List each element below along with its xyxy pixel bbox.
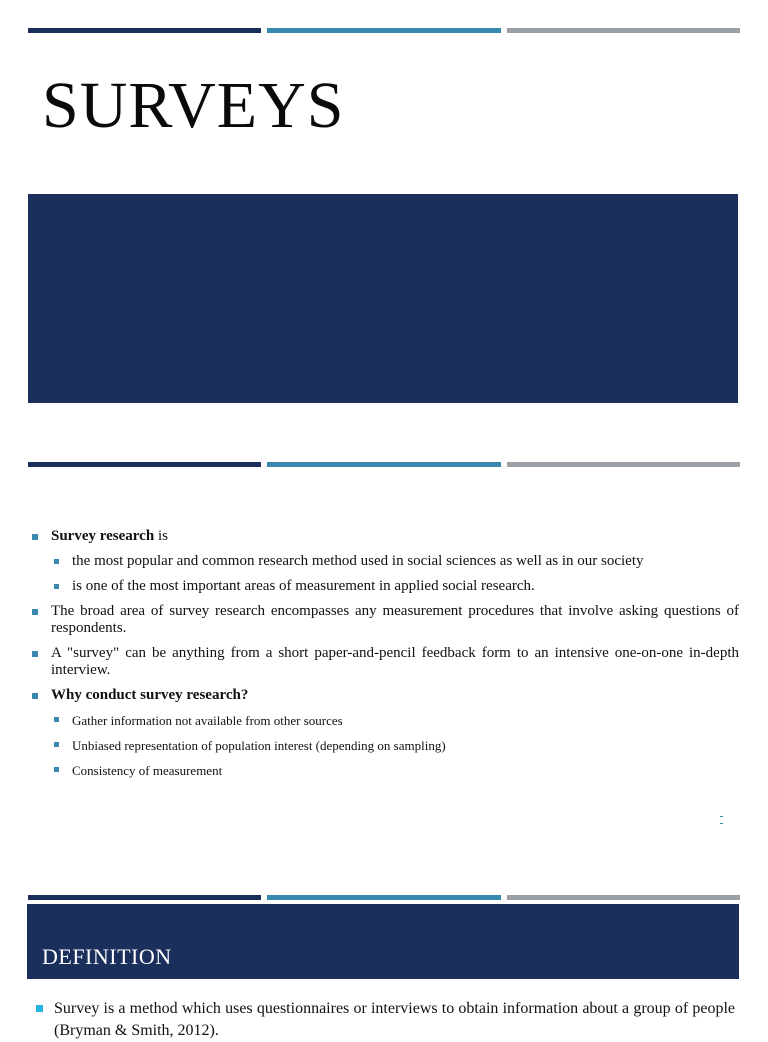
rule-segment-blue bbox=[267, 28, 500, 33]
rule-segment-blue bbox=[267, 895, 500, 900]
section-accent-rule bbox=[28, 462, 740, 467]
rule-segment-navy bbox=[28, 462, 261, 467]
list-item bbox=[32, 603, 739, 637]
bullet-text: is one of the most important areas of measurement in applied social research. bbox=[72, 578, 535, 594]
bullet-text: Unbiased representation of population interest (depending on sampling) bbox=[72, 738, 446, 753]
bullet-square-icon bbox=[32, 651, 38, 657]
bullet-text: is bbox=[154, 528, 168, 544]
slide-title: SURVEYS bbox=[42, 69, 345, 142]
decorative-mark bbox=[720, 816, 723, 824]
rule-segment-gray bbox=[507, 895, 740, 900]
list-item bbox=[32, 645, 739, 679]
list-item bbox=[54, 762, 739, 779]
list-item bbox=[54, 553, 739, 570]
list-item bbox=[36, 998, 735, 1042]
rule-segment-blue bbox=[267, 462, 500, 467]
list-item bbox=[54, 737, 739, 754]
bullet-text: Consistency of measurement bbox=[72, 763, 223, 778]
bullet-square-icon bbox=[32, 609, 38, 615]
definition-title-band bbox=[27, 904, 739, 979]
definition-accent-rule bbox=[28, 895, 740, 900]
bullet-square-icon bbox=[54, 559, 59, 564]
bullet-text: the most popular and common research method used in social sciences as well as in our society bbox=[72, 553, 644, 569]
bullet-bold-text: Survey research bbox=[51, 528, 155, 544]
bullet-square-icon bbox=[54, 742, 59, 747]
bullet-square-icon bbox=[36, 1005, 43, 1012]
top-accent-rule bbox=[28, 28, 740, 33]
bullet-text: A "survey" can be anything from a short paper-and-pencil feedback form to an intensive one-on-one in-depth interview. bbox=[51, 645, 739, 678]
definition-title: DEFINITION bbox=[42, 944, 172, 969]
list-item bbox=[32, 528, 739, 545]
bullet-bold-text: Why conduct survey research? bbox=[51, 687, 249, 703]
bullet-text: The broad area of survey research encompasses any measurement procedures that involve asking questions of respondents. bbox=[51, 603, 739, 636]
bullet-square-icon bbox=[54, 584, 59, 589]
list-item bbox=[32, 687, 739, 704]
rule-segment-navy bbox=[28, 895, 261, 900]
rule-segment-navy bbox=[28, 28, 261, 33]
title-color-block bbox=[28, 194, 738, 403]
list-item bbox=[54, 578, 739, 595]
bullet-square-icon bbox=[32, 693, 38, 699]
rule-segment-gray bbox=[507, 462, 740, 467]
rule-segment-gray bbox=[507, 28, 740, 33]
bullet-text: Gather information not available from other sources bbox=[72, 713, 343, 728]
bullet-square-icon bbox=[32, 534, 38, 540]
bullet-square-icon bbox=[54, 717, 59, 722]
bullet-list bbox=[32, 528, 739, 787]
list-item bbox=[54, 712, 739, 729]
bullet-square-icon bbox=[54, 767, 59, 772]
definition-text: Survey is a method which uses questionnaires or interviews to obtain information about a group of people (Bryman & Smith, 2012). bbox=[54, 1000, 735, 1039]
